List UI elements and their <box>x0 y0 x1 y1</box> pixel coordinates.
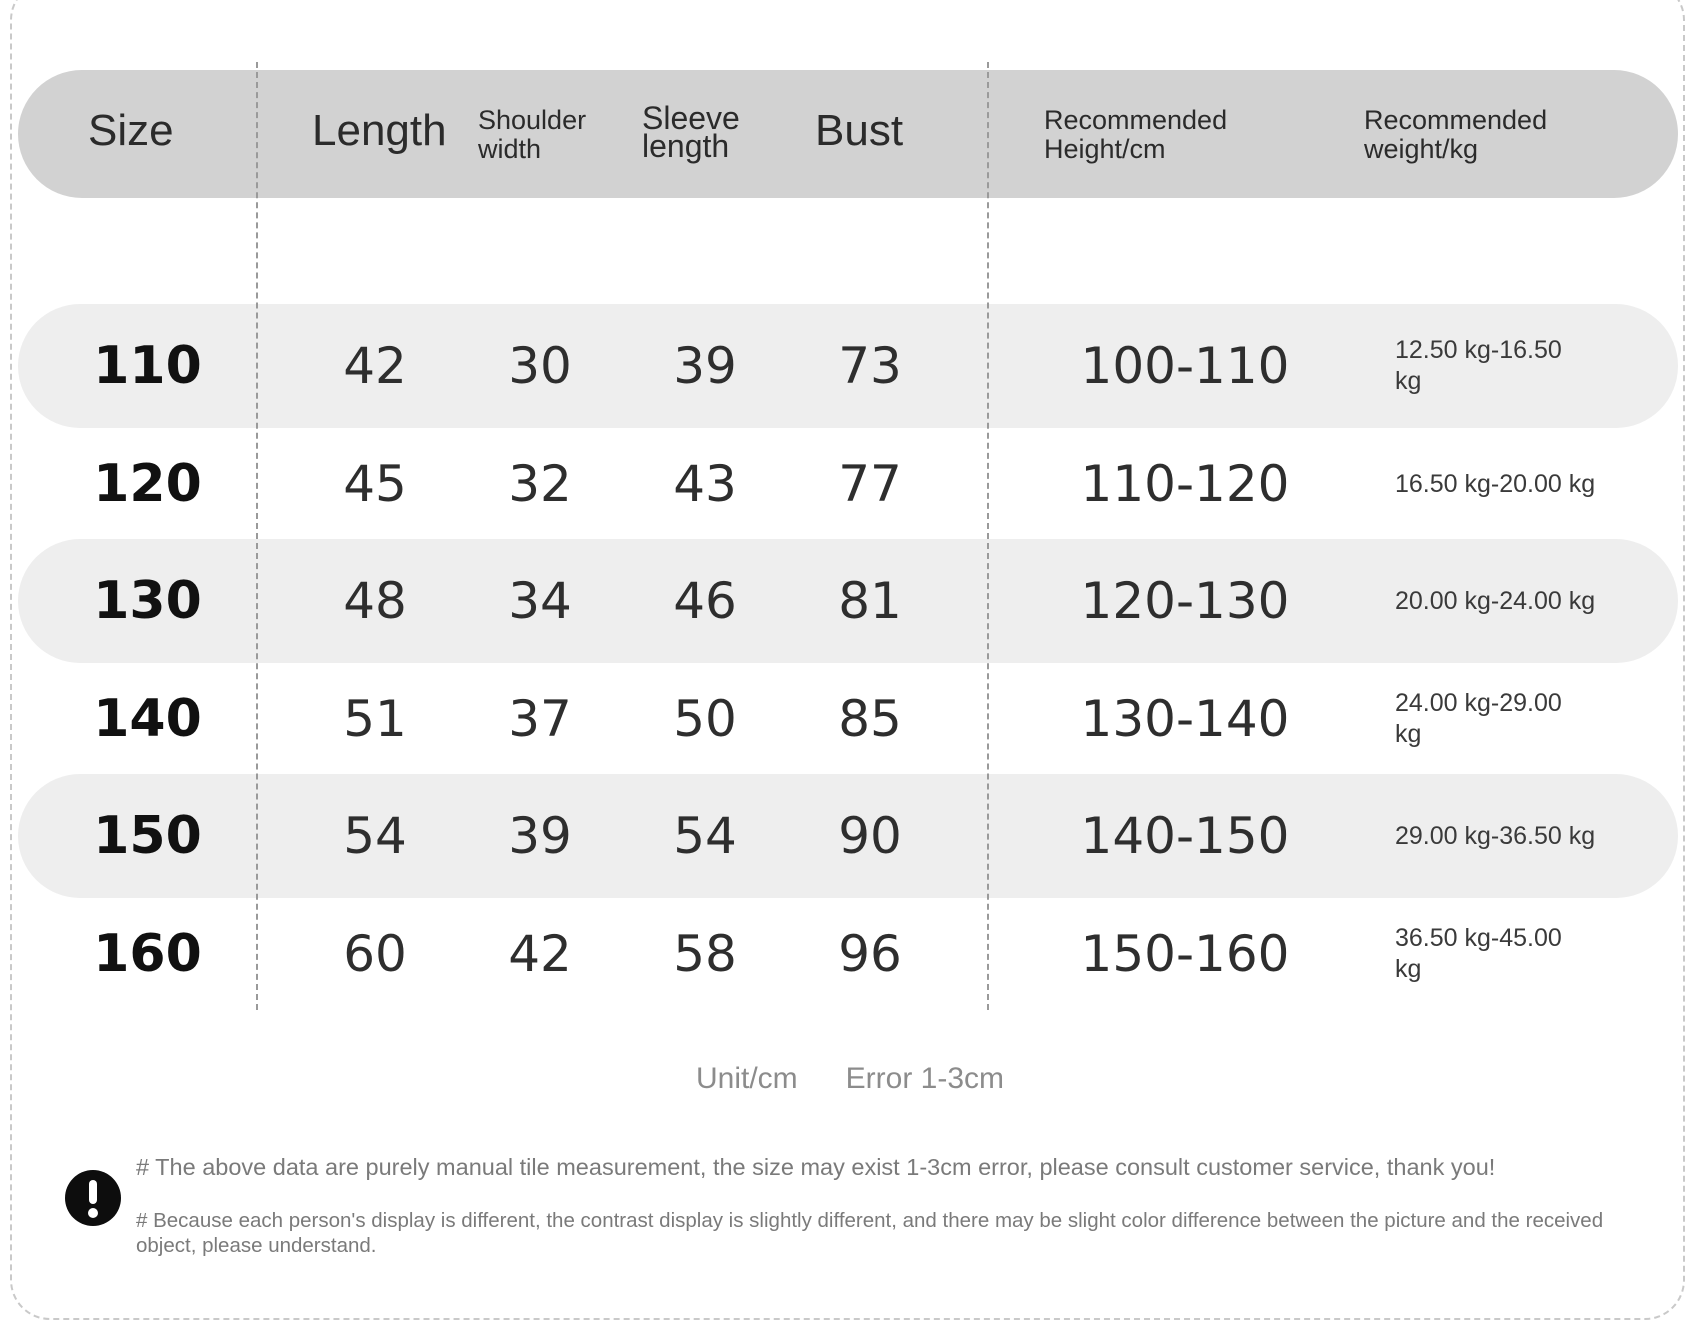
cell-shoulder: 42 <box>508 925 572 983</box>
cell-size: 140 <box>93 689 202 749</box>
cell-sleeve: 39 <box>673 337 737 395</box>
disclaimer-color: # Because each person's display is different, the contrast display is slightly different, and there may be slight color difference between the picture and the received object, please understand. <box>136 1209 1604 1257</box>
cell-shoulder: 37 <box>508 690 572 748</box>
cell-height: 110-120 <box>1080 455 1290 513</box>
cell-shoulder: 32 <box>508 455 572 513</box>
cell-size: 160 <box>93 924 202 984</box>
cell-height: 140-150 <box>1080 807 1290 865</box>
table-row <box>0 895 1700 1013</box>
cell-bust: 77 <box>838 455 902 513</box>
cell-bust: 85 <box>838 690 902 748</box>
cell-height: 150-160 <box>1080 925 1290 983</box>
cell-length: 54 <box>343 807 407 865</box>
cell-weight: 24.00 kg-29.00 kg <box>1395 689 1562 748</box>
table-row <box>0 425 1700 543</box>
measurement-unit-note <box>0 1062 1700 1096</box>
cell-sleeve: 54 <box>673 807 737 865</box>
cell-shoulder: 39 <box>508 807 572 865</box>
cell-sleeve: 46 <box>673 572 737 630</box>
cell-weight: 20.00 kg-24.00 kg <box>1395 586 1596 615</box>
cell-bust: 96 <box>838 925 902 983</box>
table-row <box>0 660 1700 778</box>
cell-shoulder: 34 <box>508 572 572 630</box>
cell-weight: 29.00 kg-36.50 kg <box>1395 821 1596 850</box>
cell-length: 48 <box>343 572 407 630</box>
cell-height: 130-140 <box>1080 690 1290 748</box>
exclamation-circle-icon <box>65 1170 121 1226</box>
cell-bust: 90 <box>838 807 902 865</box>
table-row <box>0 307 1700 425</box>
cell-weight: 36.50 kg-45.00 kg <box>1395 924 1562 983</box>
cell-length: 42 <box>343 337 407 395</box>
cell-weight: 12.50 kg-16.50 kg <box>1395 336 1562 395</box>
cell-height: 100-110 <box>1080 337 1290 395</box>
cell-shoulder: 30 <box>508 337 572 395</box>
header-recommended-height: Recommended Height/cm <box>1044 105 1228 164</box>
cell-bust: 73 <box>838 337 902 395</box>
table-row <box>0 777 1700 895</box>
header-size: Size <box>88 106 174 155</box>
cell-sleeve: 43 <box>673 455 737 513</box>
cell-size: 110 <box>93 336 202 396</box>
cell-length: 60 <box>343 925 407 983</box>
cell-size: 120 <box>93 454 202 514</box>
cell-sleeve: 50 <box>673 690 737 748</box>
cell-weight: 16.50 kg-20.00 kg <box>1395 469 1596 498</box>
cell-bust: 81 <box>838 572 902 630</box>
unit-label: Unit/cm <box>695 1062 798 1095</box>
header-bust: Bust <box>815 106 904 155</box>
cell-length: 51 <box>343 690 407 748</box>
cell-size: 150 <box>93 806 202 866</box>
cell-size: 130 <box>93 571 202 631</box>
cell-height: 120-130 <box>1080 572 1290 630</box>
header-shoulder-width: Shoulder width <box>478 105 587 164</box>
error-label: Error 1-3cm <box>845 1062 1005 1095</box>
disclaimer-measurement: # The above data are purely manual tile measurement, the size may exist 1-3cm error, please consult customer service, thank you! <box>136 1154 1496 1180</box>
cell-length: 45 <box>343 455 407 513</box>
table-row <box>0 542 1700 660</box>
cell-sleeve: 58 <box>673 925 737 983</box>
header-sleeve-length: Sleeve length <box>642 100 740 164</box>
header-length: Length <box>312 106 447 155</box>
header-recommended-weight: Recommended weight/kg <box>1364 105 1548 164</box>
